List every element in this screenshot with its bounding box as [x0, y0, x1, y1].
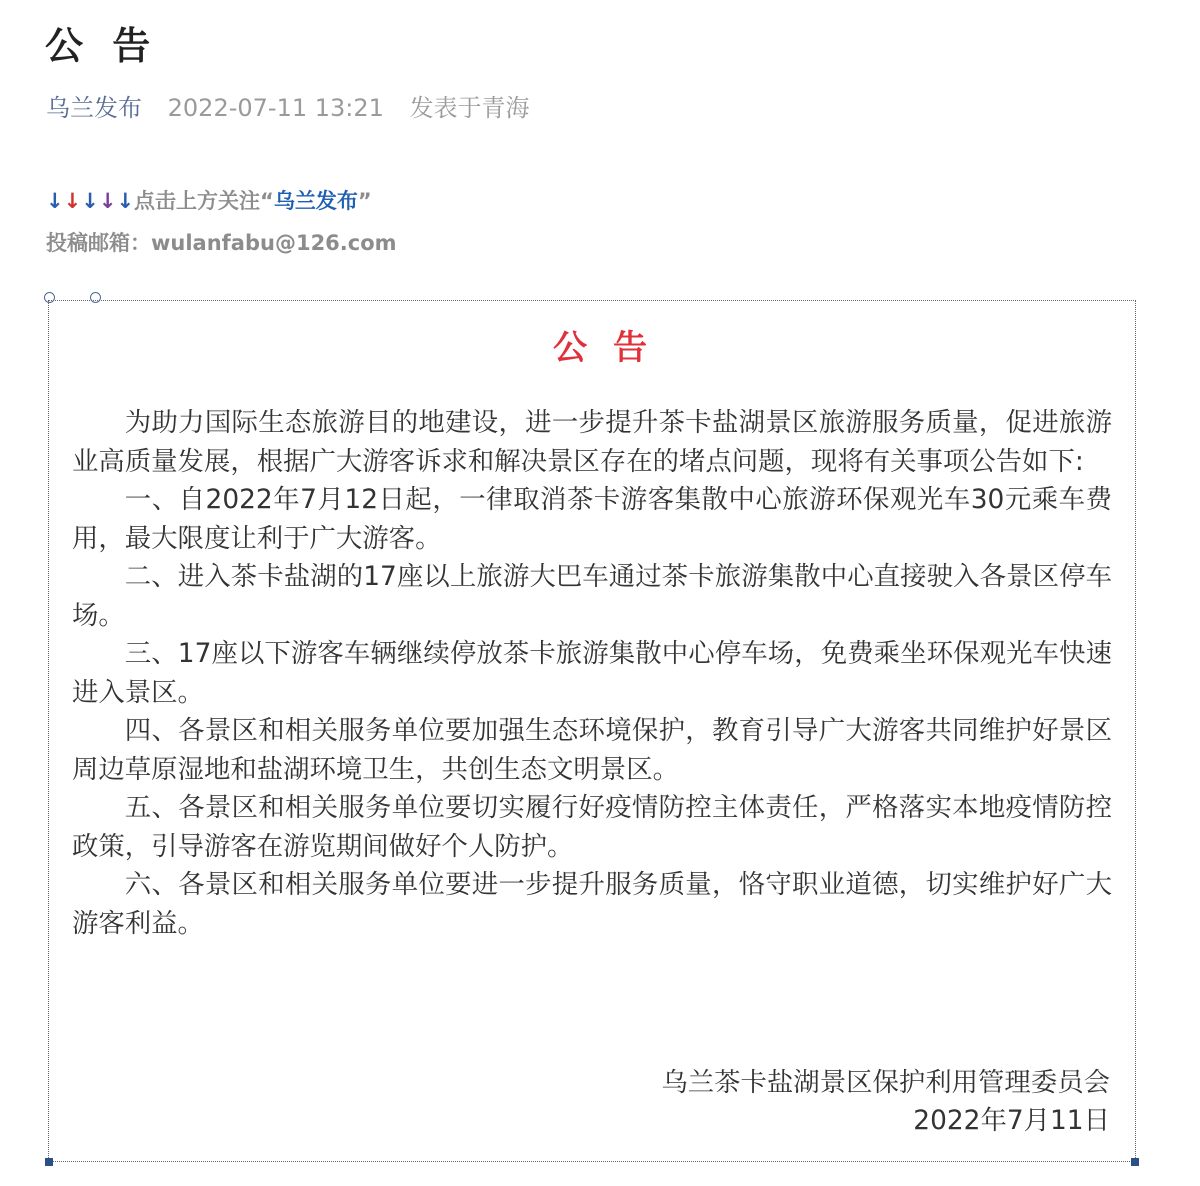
down-arrow-icon: ↓ [116, 189, 135, 213]
sign-date: 2022年7月11日 [913, 1105, 1110, 1136]
notice-paragraph: 五、各景区和相关服务单位要切实履行好疫情防控主体责任，严格落实本地疫情防控政策，引导游客在游览期间做好个人防护。 [72, 792, 1112, 862]
down-arrow-icon: ↓ [63, 189, 82, 213]
down-arrow-icon: ↓ [98, 189, 117, 213]
notice-paragraph: 为助力国际生态旅游目的地建设，进一步提升茶卡盐湖景区旅游服务质量，促进旅游业高质量发展，根据广大游客诉求和解决景区存在的堵点问题，现将有关事项公告如下: [72, 407, 1112, 477]
submission-email: 投稿邮箱：wulanfabu@126.com [46, 231, 397, 255]
notice-heading: 公告 [553, 328, 673, 368]
notice-paragraph: 三、17座以下游客车辆继续停放茶卡旅游集散中心停车场，免费乘坐环保观光车快速进入景区。 [72, 638, 1112, 708]
resize-handle-icon [45, 1158, 53, 1166]
down-arrow-icon: ↓ [81, 189, 99, 213]
follow-text-end: ” [357, 189, 372, 213]
author-link[interactable]: 乌兰发布 [46, 94, 142, 122]
account-name: 乌兰发布 [273, 189, 358, 213]
down-arrow-icon: ↓ [46, 189, 64, 213]
article-meta [46, 92, 530, 124]
notice-paragraph: 六、各景区和相关服务单位要进一步提升服务质量，恪守职业道德，切实维护好广大游客利益。 [72, 869, 1112, 939]
resize-handle-icon [1131, 1158, 1139, 1166]
notice-body [72, 404, 1112, 943]
notice-paragraph: 一、自2022年7月12日起，一律取消茶卡游客集散中心旅游环保观光车30元乘车费用，最大限度让利于广大游客。 [72, 484, 1112, 554]
follow-prompt [46, 186, 372, 216]
publish-location: 发表于青海 [409, 94, 530, 122]
article-title: 公 告 [45, 24, 159, 68]
publish-date: 2022-07-11 13:21 [167, 94, 384, 122]
follow-text: 点击上方关注“ [134, 189, 274, 213]
notice-paragraph: 二、进入茶卡盐湖的17座以上旅游大巴车通过茶卡旅游集散中心直接驶入各景区停车场。 [72, 561, 1112, 631]
notice-paragraph: 四、各景区和相关服务单位要加强生态环境保护，教育引导广大游客共同维护好景区周边草原湿地和盐湖环境卫生，共创生态文明景区。 [72, 715, 1112, 785]
issuing-authority: 乌兰茶卡盐湖景区保护利用管理委员会 [661, 1067, 1110, 1098]
notice-signature-block [661, 1064, 1110, 1140]
